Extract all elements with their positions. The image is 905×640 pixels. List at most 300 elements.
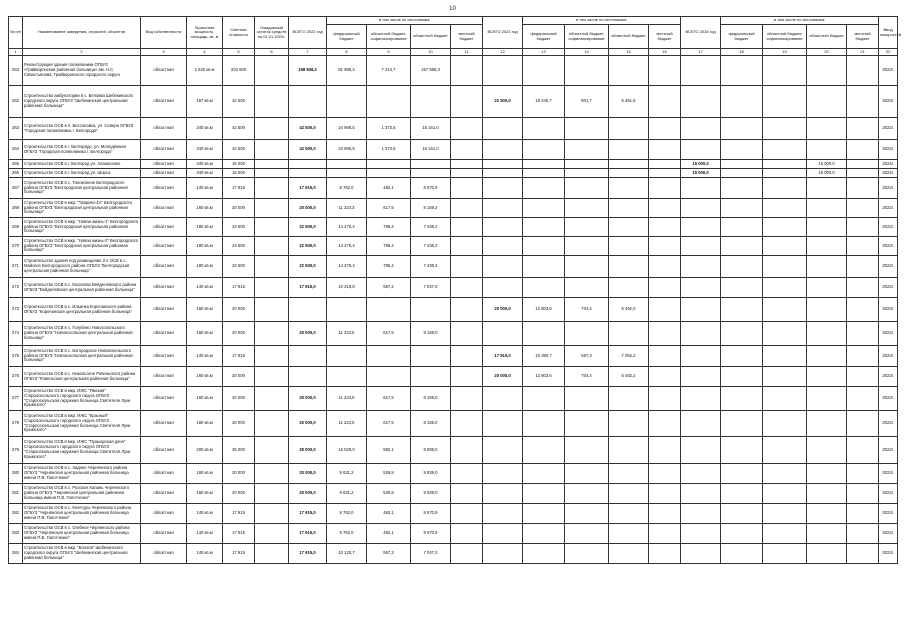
regional-cofin-2024-cell (763, 437, 807, 464)
estimated-cost-cell: 17 915 (223, 346, 255, 367)
local-2022-cell (451, 544, 483, 564)
local-2023-cell (649, 437, 681, 464)
regional-2024-cell (807, 544, 847, 564)
regional-2024-cell (807, 367, 847, 387)
estimated-cost-cell: 15 000 (223, 169, 255, 178)
local-2024-cell (847, 346, 879, 367)
federal-2024-cell (721, 411, 763, 437)
local-2023-cell (649, 464, 681, 484)
regional-cofin-2023-cell (565, 160, 609, 169)
row-number-cell: 266 (9, 169, 23, 178)
column-number-cell: 5 (223, 49, 255, 56)
remaining-funds-cell (255, 504, 289, 524)
regional-cofin-2022-cell: 617,5 (367, 322, 411, 346)
regional-2023-cell (609, 218, 649, 237)
regional-cofin-2024-cell (763, 56, 807, 86)
total-2024-cell (681, 56, 721, 86)
regional-cofin-2022-cell: 785,4 (367, 237, 411, 256)
regional-cofin-2024-cell (763, 346, 807, 367)
object-name-cell: Строительство ОСВ в г. Белгород ул. Апанасенко (23, 160, 141, 169)
remaining-funds-cell (255, 160, 289, 169)
regional-cofin-2022-cell: 567,3 (367, 544, 411, 564)
federal-2023-cell (523, 169, 565, 178)
object-name-cell: Строительство ОСВ в г. Белгород ул. Шорса (23, 169, 141, 178)
table-row (9, 169, 898, 178)
total-2022-cell: 20 000,0 (289, 411, 327, 437)
local-2023-cell (649, 218, 681, 237)
object-name-cell: Реконструкция здания поликлиники ОГБУЗ «Грайворонская районная больница» им. Н.С. Севастьянова, Грайворонского городского округа (23, 56, 141, 86)
column-number-cell: 1 (9, 49, 23, 56)
ownership-cell: областная (141, 256, 187, 278)
local-2023-cell (649, 118, 681, 140)
local-2024-cell (847, 437, 879, 464)
row-number-cell: 278 (9, 411, 23, 437)
local-2024-cell (847, 544, 879, 564)
regional-cofin-2022-cell: 482,1 (367, 504, 411, 524)
local-2022-cell (451, 160, 483, 169)
federal-2022-cell: 16 029,0 (327, 437, 367, 464)
regional-2023-cell (609, 387, 649, 411)
regional-cofin-2022-cell (367, 367, 411, 387)
regional-2022-cell: 8 159,0 (411, 387, 451, 411)
federal-2022-cell: 10 318,8 (327, 278, 367, 298)
total-2022-cell (289, 346, 327, 367)
regional-cofin-2024-cell (763, 256, 807, 278)
object-name-cell: Строительство ОСВ в с. Никольское Ровеньского района ОГБУЗ "Ровеньская центральная районная больница" (23, 367, 141, 387)
regional-cofin-2023-cell (565, 544, 609, 564)
regional-cofin-2023-cell: 704,4 (565, 367, 609, 387)
regional-2022-cell: 8 089,0 (411, 437, 451, 464)
total-2022-cell: 20 000,0 (289, 199, 327, 218)
local-2024-cell (847, 322, 879, 346)
ownership-cell: областная (141, 387, 187, 411)
regional-cofin-2022-cell (367, 160, 411, 169)
group-2022: в том числе по источникам: (327, 17, 483, 25)
ownership-cell: областная (141, 169, 187, 178)
regional-2023-cell (609, 322, 649, 346)
estimated-cost-cell: 22 500 (223, 237, 255, 256)
regional-2024-cell (807, 140, 847, 160)
ownership-cell: областная (141, 199, 187, 218)
ownership-cell: областная (141, 464, 187, 484)
federal-2023-cell (523, 278, 565, 298)
object-name-cell: Строительство ОСВ в с. Кочегуры Чернянского района ОГБУЗ "Чернянская центральная районная больница имени П.В. Гапотченко" (23, 504, 141, 524)
federal-2023-cell (523, 256, 565, 278)
local-2022-cell (451, 199, 483, 218)
regional-2023-cell (609, 140, 649, 160)
federal-2024-cell (721, 387, 763, 411)
local-2023-cell (649, 322, 681, 346)
capacity-cell: 187 кв.м (187, 86, 223, 118)
total-2022-cell: 42 500,0 (289, 118, 327, 140)
col-name: Наименование заведения, отраслей, объектов (23, 17, 141, 49)
local-2024-cell (847, 278, 879, 298)
federal-2024-cell (721, 118, 763, 140)
local-2024-cell (847, 140, 879, 160)
total-2022-cell (289, 86, 327, 118)
remaining-funds-cell (255, 178, 289, 199)
federal-2024-cell (721, 140, 763, 160)
total-2022-cell: 25 000,0 (289, 437, 327, 464)
column-number-cell: 8 (327, 49, 367, 56)
estimated-cost-cell: 25 000 (223, 437, 255, 464)
regional-2022-cell (411, 86, 451, 118)
remaining-funds-cell (255, 298, 289, 322)
federal-2023-cell (523, 237, 565, 256)
regional-cofin-2022-cell (367, 86, 411, 118)
total-2024-cell (681, 199, 721, 218)
total-2024-cell (681, 387, 721, 411)
estimated-cost-cell: 17 915 (223, 524, 255, 544)
table-row (9, 86, 898, 118)
commission-year-cell: 2023г. (879, 298, 898, 322)
regional-cofin-2022-cell (367, 169, 411, 178)
local-2022-cell (451, 86, 483, 118)
regional-2022-cell: 8 670,9 (411, 524, 451, 544)
estimated-cost-cell: 42 500 (223, 140, 255, 160)
regional-cofin-2022-cell: 785,4 (367, 218, 411, 237)
regional-cofin-2024-cell (763, 504, 807, 524)
regional-cofin-2023-cell (565, 437, 609, 464)
object-name-cell: Строительство ОСВ в с. Косилово Вейделевского района ОГБУЗ "Вейделевская центральная районная больница" (23, 278, 141, 298)
column-number-cell: 11 (451, 49, 483, 56)
remaining-funds-cell (255, 437, 289, 464)
federal-2023-cell (523, 322, 565, 346)
local-2022-cell (451, 56, 483, 86)
local-2023-cell (649, 169, 681, 178)
regional-2024-cell (807, 118, 847, 140)
remaining-funds-cell (255, 544, 289, 564)
capacity-cell: 180 кв.м (187, 237, 223, 256)
commission-year-cell: 2022г. (879, 140, 898, 160)
local-2022-cell (451, 237, 483, 256)
federal-2024-cell (721, 56, 763, 86)
federal-2022-cell: 11 223,5 (327, 411, 367, 437)
total-2024-cell (681, 278, 721, 298)
row-number-cell: 264 (9, 140, 23, 160)
regional-cofin-2024-cell (763, 218, 807, 237)
regional-2024-cell (807, 437, 847, 464)
regional-cofin-2022-cell: 882,1 (367, 437, 411, 464)
col-local-2024: местный бюджет (847, 25, 879, 49)
regional-cofin-2023-cell (565, 464, 609, 484)
local-2023-cell (649, 278, 681, 298)
col-total-2022: ВСЕГО 2022 год (289, 17, 327, 49)
row-number-cell: 263 (9, 56, 23, 86)
column-number-cell: 16 (649, 49, 681, 56)
col-remaining: Ожидаемый остаток средств на 01.01.2022г. (255, 17, 289, 49)
remaining-funds-cell (255, 237, 289, 256)
local-2024-cell (847, 411, 879, 437)
total-2022-cell: 20 000,0 (289, 322, 327, 346)
row-number-cell: 276 (9, 367, 23, 387)
total-2024-cell (681, 437, 721, 464)
row-number-cell: 283 (9, 524, 23, 544)
page-number: 10 (449, 6, 456, 12)
regional-2022-cell: 7 047,0 (411, 544, 451, 564)
remaining-funds-cell (255, 169, 289, 178)
federal-2022-cell: 8 762,0 (327, 524, 367, 544)
table-row (9, 199, 898, 218)
row-number-cell: 272 (9, 278, 23, 298)
column-number-cell: 4 (187, 49, 223, 56)
regional-2022-cell (411, 367, 451, 387)
commission-year-cell: 2022г. (879, 484, 898, 504)
ownership-cell: областная (141, 346, 187, 367)
local-2023-cell (649, 86, 681, 118)
estimated-cost-cell: 20 000 (223, 411, 255, 437)
remaining-funds-cell (255, 464, 289, 484)
remaining-funds-cell (255, 218, 289, 237)
federal-2024-cell (721, 278, 763, 298)
row-number-cell: 279 (9, 437, 23, 464)
regional-2023-cell: 7 052,2 (609, 346, 649, 367)
table-row (9, 346, 898, 367)
object-name-cell: Строительство ОСВ в мкр. ИЖС "Красный" Старооскольского городского округа ОГБУЗ "Старооскольская окружная больница Святителя Луки Крымского" (23, 411, 141, 437)
local-2022-cell (451, 411, 483, 437)
table-row (9, 140, 898, 160)
regional-2024-cell (807, 484, 847, 504)
object-name-cell: Строительство ОСВ в мкр. ИЖС "Пушкарская дача" Старооскольского городского округа ОГБУЗ "Старооскольская окружная больница Святителя Луки Крымского" (23, 437, 141, 464)
commission-year-cell: 2022г. (879, 524, 898, 544)
total-2022-cell: 17 915,0 (289, 178, 327, 199)
object-name-cell: Строительство ОСВ в мкр. ИЖС "Ямская" Старооскольского городского округа ОГБУЗ "Старооскольская окружная больница Святителя Луки Крымского" (23, 387, 141, 411)
regional-cofin-2023-cell: 567,3 (565, 346, 609, 367)
federal-2023-cell (523, 178, 565, 199)
total-2022-cell: 17 915,0 (289, 504, 327, 524)
commission-year-cell: 2022г. (879, 199, 898, 218)
regional-2023-cell (609, 484, 649, 504)
regional-cofin-2023-cell (565, 237, 609, 256)
regional-cofin-2024-cell (763, 86, 807, 118)
table-row (9, 504, 898, 524)
row-number-cell: 268 (9, 199, 23, 218)
federal-2022-cell: 24 968,5 (327, 118, 367, 140)
regional-cofin-2022-cell: 528,8 (367, 464, 411, 484)
table-row (9, 278, 898, 298)
regional-cofin-2024-cell (763, 322, 807, 346)
col-regional-2022: областной бюджет (411, 25, 451, 49)
ownership-cell: областная (141, 504, 187, 524)
local-2023-cell (649, 256, 681, 278)
table-row (9, 367, 898, 387)
commission-year-cell: 2022г. (879, 322, 898, 346)
regional-2022-cell: 7 438,2 (411, 218, 451, 237)
federal-2022-cell: 9 631,2 (327, 464, 367, 484)
local-2022-cell (451, 218, 483, 237)
local-2022-cell (451, 367, 483, 387)
local-2022-cell (451, 298, 483, 322)
federal-2024-cell (721, 298, 763, 322)
col-regional-cofin-2022: областной бюджет, софинансирование (367, 25, 411, 49)
regional-cofin-2024-cell (763, 169, 807, 178)
total-2022-cell (289, 367, 327, 387)
regional-cofin-2024-cell (763, 178, 807, 199)
regional-2024-cell (807, 178, 847, 199)
federal-2024-cell (721, 524, 763, 544)
col-regional-2024: областной бюджет (807, 25, 847, 49)
federal-2022-cell: 11 223,5 (327, 387, 367, 411)
row-number-cell: 263 (9, 118, 23, 140)
local-2023-cell (649, 140, 681, 160)
table-row (9, 524, 898, 544)
federal-2022-cell: 14 276,4 (327, 218, 367, 237)
col-commission: Ввод мощностей (879, 17, 898, 49)
estimated-cost-cell: 42 500 (223, 118, 255, 140)
local-2023-cell (649, 56, 681, 86)
row-number-cell: 282 (9, 504, 23, 524)
regional-cofin-2023-cell (565, 218, 609, 237)
federal-2024-cell (721, 160, 763, 169)
capacity-cell: 160 кв.м (187, 298, 223, 322)
col-regional-cofin-2023: областной бюджет, софинансирование (565, 25, 609, 49)
commission-year-cell: 2022г. (879, 178, 898, 199)
regional-2024-cell (807, 199, 847, 218)
table-row (9, 387, 898, 411)
capacity-cell: 340 кв.м (187, 118, 223, 140)
local-2024-cell (847, 160, 879, 169)
total-2023-cell (483, 484, 523, 504)
estimated-cost-cell: 15 000 (223, 160, 255, 169)
regional-2023-cell (609, 118, 649, 140)
row-number-cell: 275 (9, 346, 23, 367)
commission-year-cell: 2022г. (879, 278, 898, 298)
remaining-funds-cell (255, 346, 289, 367)
ownership-cell: областная (141, 544, 187, 564)
total-2023-cell (483, 322, 523, 346)
total-2022-cell: 188 508,2 (289, 56, 327, 86)
regional-cofin-2023-cell (565, 504, 609, 524)
local-2022-cell (451, 484, 483, 504)
col-num: № п/п (9, 17, 23, 49)
regional-cofin-2022-cell: 482,1 (367, 524, 411, 544)
regional-cofin-2023-cell (565, 256, 609, 278)
regional-cofin-2022-cell: 1 373,5 (367, 140, 411, 160)
regional-cofin-2024-cell (763, 524, 807, 544)
estimated-cost-cell: 20 000 (223, 484, 255, 504)
object-name-cell: Строительство здания под размещение 2-х ОСВ в с. Майское Белгородского района ОГБУЗ "Белгородская центральная районная больница" (23, 256, 141, 278)
estimated-cost-cell: 20 000 (223, 464, 255, 484)
object-name-cell: Строительство ОСВ в с. Толоконное Белгородского района ОГБУЗ "Белгородская центральная районная больница" (23, 178, 141, 199)
ownership-cell: областная (141, 237, 187, 256)
regional-cofin-2022-cell: 617,5 (367, 387, 411, 411)
local-2023-cell (649, 298, 681, 322)
local-2022-cell (451, 437, 483, 464)
estimated-cost-cell: 20 000 (223, 387, 255, 411)
capacity-cell: 180 кв.м (187, 256, 223, 278)
total-2023-cell (483, 140, 523, 160)
total-2023-cell (483, 524, 523, 544)
col-cost: Сметная стоимость (223, 17, 255, 49)
estimated-cost-cell: 204 500 (223, 56, 255, 86)
capacity-cell: 160 кв.м (187, 322, 223, 346)
column-number-cell: 18 (721, 49, 763, 56)
regional-cofin-2024-cell (763, 464, 807, 484)
capacity-cell: 140 кв.м (187, 178, 223, 199)
federal-2023-cell: 12 803,6 (523, 367, 565, 387)
commission-year-cell: 2022г. (879, 256, 898, 278)
row-number-cell: 274 (9, 322, 23, 346)
total-2022-cell (289, 298, 327, 322)
federal-2022-cell (327, 169, 367, 178)
total-2023-cell (483, 256, 523, 278)
regional-2024-cell (807, 411, 847, 437)
capacity-cell: 200 кв.м (187, 437, 223, 464)
regional-2024-cell (807, 237, 847, 256)
federal-2023-cell (523, 524, 565, 544)
total-2022-cell: 20 000,0 (289, 464, 327, 484)
federal-2022-cell: 81 995,2 (327, 56, 367, 86)
local-2024-cell (847, 86, 879, 118)
federal-2024-cell (721, 464, 763, 484)
column-number-cell: 14 (565, 49, 609, 56)
local-2022-cell (451, 169, 483, 178)
regional-2024-cell (807, 524, 847, 544)
table-row (9, 322, 898, 346)
commission-year-cell: 2024г. (879, 169, 898, 178)
local-2023-cell (649, 387, 681, 411)
total-2023-cell (483, 504, 523, 524)
regional-2024-cell (807, 218, 847, 237)
federal-2022-cell: 24 965,5 (327, 140, 367, 160)
local-2024-cell (847, 178, 879, 199)
federal-2023-cell (523, 218, 565, 237)
column-number-cell: 12 (483, 49, 523, 56)
ownership-cell: областная (141, 160, 187, 169)
federal-2023-cell: 10 380,7 (523, 346, 565, 367)
commission-year-cell: 2023г. (879, 367, 898, 387)
regional-cofin-2023-cell (565, 524, 609, 544)
remaining-funds-cell (255, 411, 289, 437)
regional-2023-cell (609, 464, 649, 484)
regional-2023-cell: 5 451,6 (609, 86, 649, 118)
local-2022-cell (451, 140, 483, 160)
ownership-cell: областная (141, 218, 187, 237)
local-2024-cell (847, 56, 879, 86)
commission-year-cell: 2022г. (879, 411, 898, 437)
total-2024-cell (681, 464, 721, 484)
local-2022-cell (451, 256, 483, 278)
total-2024-cell (681, 544, 721, 564)
ownership-cell: областная (141, 140, 187, 160)
federal-2022-cell (327, 298, 367, 322)
column-number-cell: 21 (847, 49, 879, 56)
regional-cofin-2023-cell: 801,7 (565, 86, 609, 118)
estimated-cost-cell: 17 915 (223, 504, 255, 524)
regional-2022-cell (411, 169, 451, 178)
ownership-cell: областная (141, 437, 187, 464)
regional-cofin-2024-cell (763, 237, 807, 256)
regional-2022-cell: 9 839,0 (411, 464, 451, 484)
total-2022-cell: 20 000,0 (289, 387, 327, 411)
federal-2023-cell: 12 803,6 (523, 298, 565, 322)
regional-2024-cell: 15 000,0 (807, 160, 847, 169)
regional-cofin-2024-cell (763, 278, 807, 298)
regional-cofin-2022-cell: 617,5 (367, 411, 411, 437)
row-number-cell: 280 (9, 464, 23, 484)
column-number-cell: 2 (23, 49, 141, 56)
regional-2024-cell (807, 256, 847, 278)
regional-cofin-2022-cell: 482,1 (367, 178, 411, 199)
total-2024-cell (681, 298, 721, 322)
federal-2024-cell (721, 504, 763, 524)
col-local-2023: местный бюджет (649, 25, 681, 49)
regional-2023-cell: 6 492,0 (609, 298, 649, 322)
remaining-funds-cell (255, 199, 289, 218)
capacity-cell: 160 кв.м (187, 199, 223, 218)
regional-2023-cell (609, 160, 649, 169)
total-2024-cell (681, 322, 721, 346)
